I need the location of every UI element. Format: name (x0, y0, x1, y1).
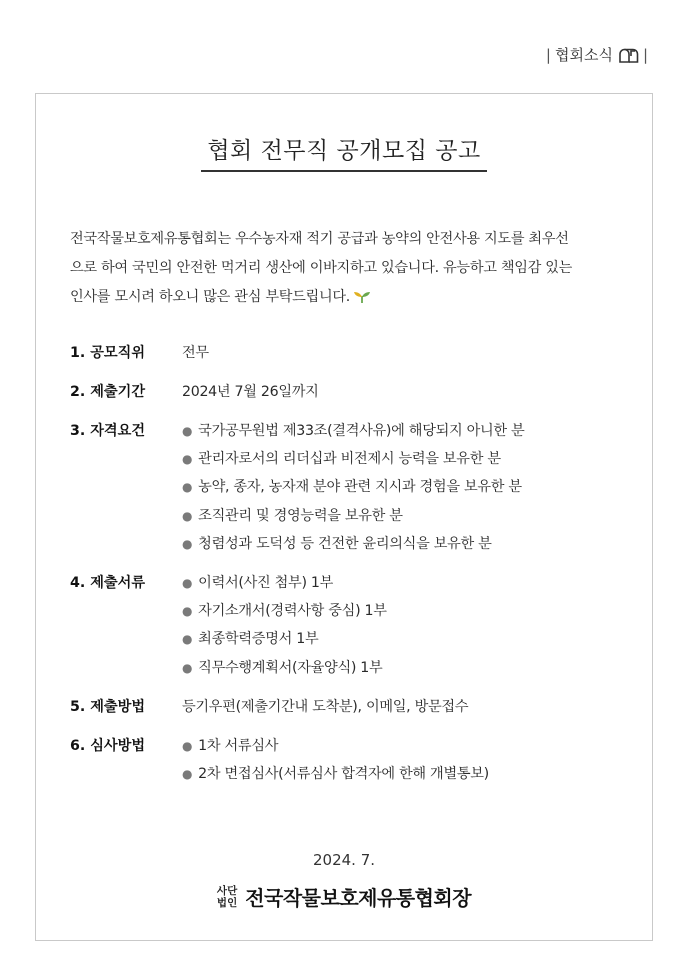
list-item: ● 자기소개서(경력사항 중심) 1부 (182, 603, 387, 620)
item-label: 1. 공모직위 (70, 345, 146, 361)
section-label: 협회소식 (554, 46, 613, 64)
item-value: 전무 (182, 345, 209, 361)
item-position (70, 339, 632, 367)
item-label: 6. 심사방법 (70, 737, 146, 754)
notice-title: 협회 전무직 공개모집 공고 (201, 132, 486, 172)
list-item: ● 직무수행계획서(자율양식) 1부 (182, 659, 383, 676)
list-item: ● 조직관리 및 경영능력을 보유한 분 (182, 507, 403, 524)
list-item: ● 청렴성과 도덕성 등 건전한 윤리의식을 보유한 분 (182, 535, 492, 552)
org-type: 사단 법인 (216, 884, 238, 909)
sprout-icon (353, 286, 371, 315)
notice-frame (35, 93, 653, 941)
bullet-list (182, 417, 524, 558)
item-value: 2024년 7월 26일까지 (182, 384, 319, 400)
list-item: ● 이력서(사진 첨부) 1부 (182, 575, 334, 592)
list-item: ● 2차 면접심사(서류심사 합격자에 한해 개별통보) (182, 766, 489, 783)
list-item: ● 농약, 종자, 농자재 분야 관련 지시과 경험을 보유한 분 (182, 479, 522, 496)
intro-line: 전국작물보호제유통협회는 우수농자재 적기 공급과 농약의 안전사용 지도를 최우선 (70, 231, 569, 247)
intro-line: 인사를 모시려 하오니 많은 관심 부탁드립니다. (70, 289, 350, 305)
divider: | (545, 45, 551, 64)
item-label: 4. 제출서류 (70, 575, 146, 592)
item-label: 2. 제출기간 (70, 384, 146, 400)
list-item: ● 국가공무원법 제33조(결격사유)에 해당되지 아니한 분 (182, 423, 525, 439)
list-item: ● 1차 서류심사 (182, 737, 279, 754)
bullet-list (182, 732, 489, 788)
signature-block (36, 882, 652, 911)
notice-date: 2024. 7. (312, 851, 376, 869)
bullet-list (182, 569, 387, 682)
list-item: ● 최종학력증명서 1부 (182, 631, 319, 648)
intro-line: 으로 하여 국민의 안전한 먹거리 생산에 이바지하고 있습니다. 유능하고 책임감 있는 (70, 260, 573, 276)
item-review-method (70, 732, 632, 788)
divider: | (642, 45, 648, 64)
item-documents (70, 569, 632, 682)
org-name: 전국작물보호제유통협회장 (245, 886, 472, 910)
list-item: ● 관리자로서의 리더십과 비전제시 능력을 보유한 분 (182, 451, 501, 468)
intro-paragraph (70, 225, 624, 315)
mailbox-icon (617, 47, 639, 63)
item-period (70, 378, 632, 406)
item-submission-method (70, 693, 632, 721)
notice-items (70, 339, 632, 788)
item-qualifications (70, 417, 632, 558)
item-value: 등기우편(제출기간내 도착분), 이메일, 방문접수 (182, 698, 469, 715)
item-label: 5. 제출방법 (70, 698, 146, 715)
item-label: 3. 자격요건 (70, 423, 146, 439)
section-tag (546, 44, 648, 65)
